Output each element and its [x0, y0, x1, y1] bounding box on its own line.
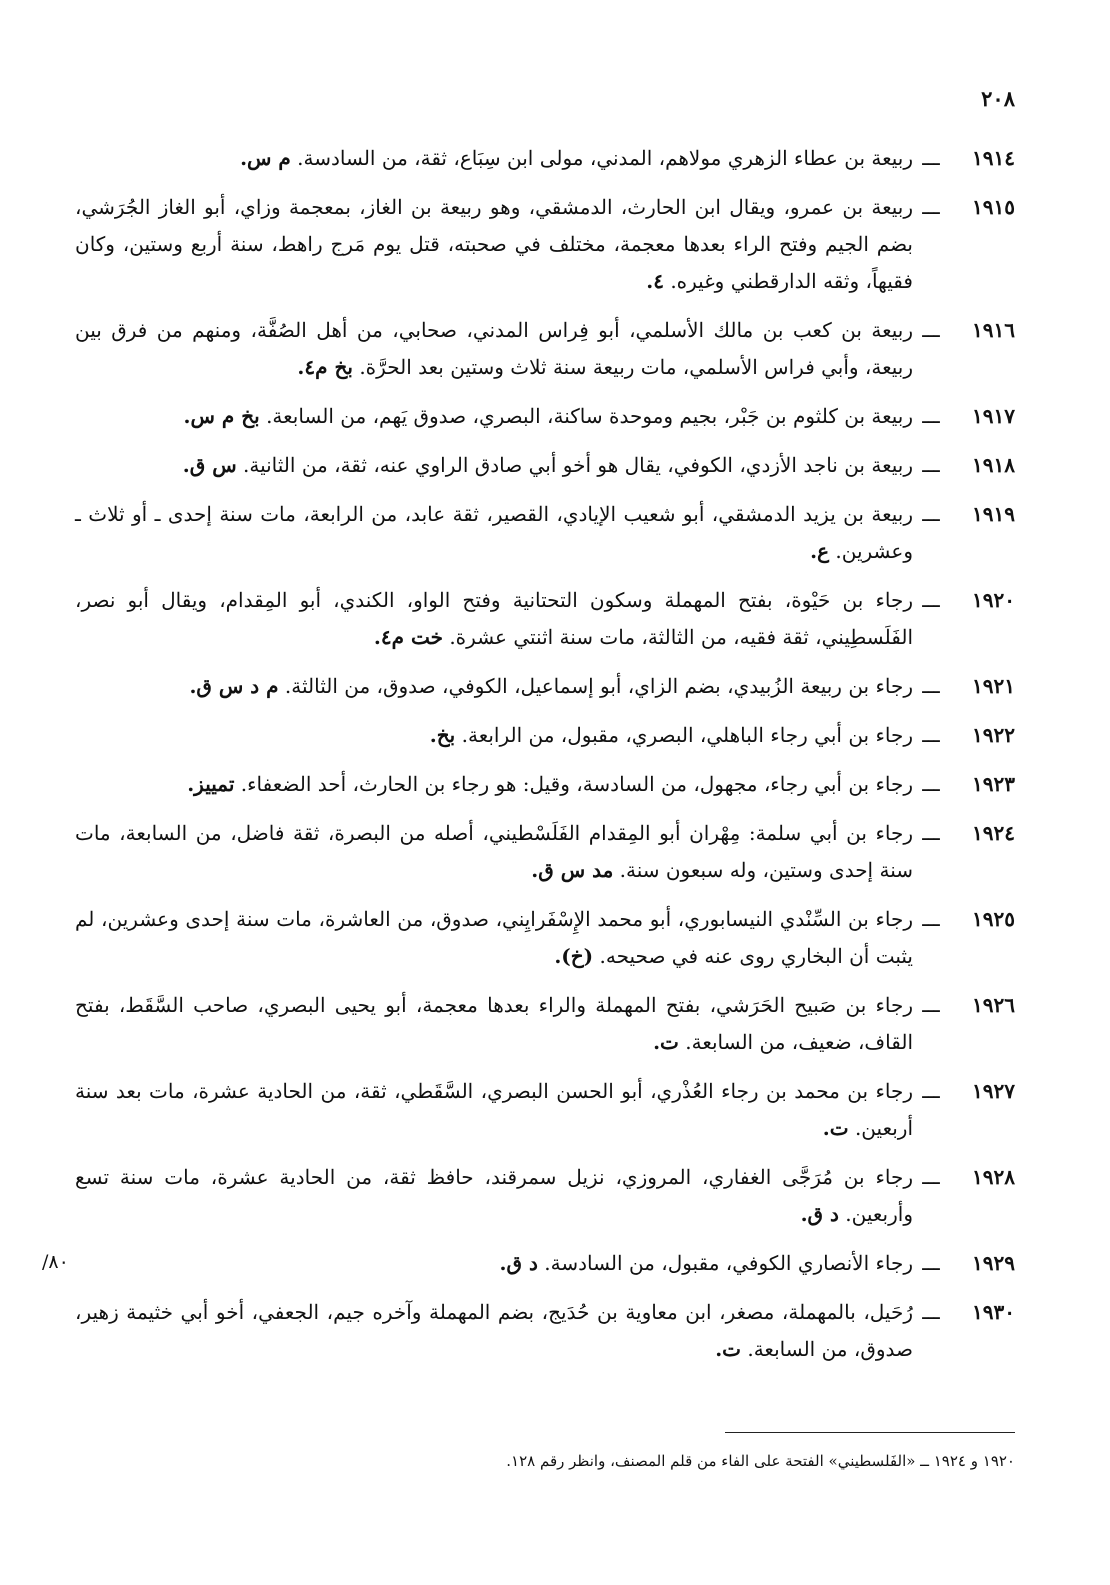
entry — [75, 398, 1015, 435]
entry-dash: ـــ — [922, 318, 940, 342]
entry-number: ١٩١٨ — [972, 453, 1015, 477]
entry — [75, 312, 1015, 386]
entry-source-tag: م س. — [240, 146, 291, 170]
entry-number: ١٩١٩ — [972, 502, 1015, 526]
entry-dash: ـــ — [922, 723, 940, 747]
entry — [75, 717, 1015, 754]
entry — [75, 1073, 1015, 1147]
entry — [75, 1294, 1015, 1368]
entry-dash: ـــ — [922, 404, 940, 428]
entry-text — [75, 987, 913, 1061]
entry-number: ١٩٢٤ — [972, 821, 1015, 845]
entry-text — [75, 717, 913, 754]
entry — [75, 766, 1015, 803]
entry-dash: ـــ — [922, 502, 940, 526]
entry-dash: ـــ — [922, 1300, 940, 1324]
entry-text — [75, 668, 913, 705]
margin-note: ٨٠/ — [42, 1251, 69, 1273]
entry-number: ١٩٣٠ — [972, 1300, 1015, 1324]
entry-dash: ـــ — [922, 1079, 940, 1103]
entry-text — [75, 1159, 913, 1233]
entry-source-tag: خت م٤. — [373, 625, 443, 649]
entry — [75, 140, 1015, 177]
entry-source-tag: م د س ق. — [189, 674, 279, 698]
page-number: ٢٠٨ — [981, 86, 1015, 111]
entry-source-tag: ع. — [810, 539, 830, 563]
entry-source-tag: ت. — [715, 1337, 741, 1361]
entry — [75, 1245, 1015, 1282]
entry-dash: ـــ — [922, 772, 940, 796]
entry-number: ١٩٢٢ — [972, 723, 1015, 747]
entry-text — [75, 815, 913, 889]
entry-source-tag: (خ). — [554, 944, 594, 968]
entry — [75, 987, 1015, 1061]
entry-dash: ـــ — [922, 907, 940, 931]
entry — [75, 1159, 1015, 1233]
entry — [75, 901, 1015, 975]
entry-body: ربيعة بن عمرو، ويقال ابن الحارث، الدمشقي، وهو ربيعة بن الغاز، بمعجمة وزاي، أبو الغاز الجُرَشي، بضم الجيم وفتح الراء بعدها معجمة، مختلف في صحبته، قتل يوم مَرج راهط، سنة أربع وستين، وكان فقيهاً، وثقه الدارقطني وغيره. — [75, 195, 914, 293]
entry — [75, 668, 1015, 705]
entry-number: ١٩١٦ — [972, 318, 1015, 342]
entry-source-tag: ت. — [653, 1030, 679, 1054]
entry-body: ربيعة بن كعب بن مالك الأسلمي، أبو فِراس المدني، صحابي، من أهل الصُفَّة، ومنهم من فرق بين ربيعة، وأبي فراس الأسلمي، مات ربيعة سنة ثلاث وستين بعد الحرَّة. — [75, 318, 913, 379]
entry-source-tag: بخ م٤. — [297, 355, 353, 379]
entry-dash: ـــ — [922, 993, 940, 1017]
entry-number: ١٩٢٦ — [972, 993, 1015, 1017]
entry-body: رجاء بن صَبيح الحَرَشي، بفتح المهملة والراء بعدها معجمة، أبو يحيى البصري، صاحب السَّقَط، بفتح القاف، ضعيف، من السابعة. — [75, 993, 913, 1054]
entry-text — [75, 766, 913, 803]
entry-text — [75, 312, 913, 386]
entry-dash: ـــ — [922, 1251, 940, 1275]
entry — [75, 582, 1015, 656]
entry-body: رجاء بن حَيْوة، بفتح المهملة وسكون التحتانية وفتح الواو، الكندي، أبو المِقدام، ويقال أبو نصر، الفَلَسطِيني، ثقة فقيه، من الثالثة، مات سنة اثنتي عشرة. — [75, 588, 913, 649]
entry-number: ١٩٢٧ — [972, 1079, 1015, 1103]
entry-source-tag: د ق. — [499, 1251, 538, 1275]
footnote: ١٩٢٠ و ١٩٢٤ ــ «الفَلسطيني» الفتحة على الفاء من قلم المصنف، وانظر رقم ١٢٨. — [506, 1452, 1015, 1470]
entry-body: رجاء بن أبي رجاء، مجهول، من السادسة، وقيل: هو رجاء بن الحارث، أحد الضعفاء. — [240, 772, 913, 796]
entry — [75, 189, 1015, 300]
entry-body: ربيعة بن ناجد الأزدي، الكوفي، يقال هو أخو أبي صادق الراوي عنه، ثقة، من الثانية. — [243, 453, 913, 477]
entry-source-tag: بخ. — [429, 723, 456, 747]
entry-body: ربيعة بن يزيد الدمشقي، أبو شعيب الإيادي، القصير، ثقة عابد، من الرابعة، مات سنة إحدى ـ أو ثلاث ـ وعشرين. — [75, 502, 913, 563]
entry-number: ١٩٢٠ — [972, 588, 1015, 612]
entry-source-tag: تمييز. — [187, 772, 235, 796]
entry-number: ١٩٢٨ — [972, 1165, 1015, 1189]
entry-dash: ـــ — [922, 1165, 940, 1189]
entry-dash: ـــ — [922, 146, 940, 170]
entry-number: ١٩١٤ — [972, 146, 1015, 170]
entry-text — [75, 189, 913, 300]
entry-body: ربيعة بن عطاء الزهري مولاهم، المدني، مولى ابن سِبَاع، ثقة، من السادسة. — [297, 146, 913, 170]
entry-body: رجاء بن محمد بن رجاء العُذْري، أبو الحسن البصري، السَّقَطي، ثقة، من الحادية عشرة، مات بعد سنة أربعين. — [75, 1079, 913, 1140]
entry-body: رجاء بن أبي سلمة: مِهْران أبو المِقدام الفَلَسْطيني، أصله من البصرة، ثقة فاضل، من السابعة، مات سنة إحدى وستين، وله سبعون سنة. — [75, 821, 913, 882]
entry-dash: ـــ — [922, 588, 940, 612]
entry-text — [75, 140, 913, 177]
entry-body: رجاء بن السِّنْدي النيسابوري، أبو محمد الإِسْفَرايِني، صدوق، من العاشرة، مات سنة إحدى وعشرين، لم يثبت أن البخاري روى عنه في صحيحه. — [75, 907, 913, 968]
entry-number: ١٩١٥ — [972, 195, 1015, 219]
entry-dash: ـــ — [922, 453, 940, 477]
entry-text — [75, 496, 913, 570]
entry-body: رجاء بن أبي رجاء الباهلي، البصري، مقبول، من الرابعة. — [461, 723, 913, 747]
entry-dash: ـــ — [922, 195, 940, 219]
entry-body: رجاء بن مُرَجَّى الغفاري، المروزي، نزيل سمرقند، حافظ ثقة، من الحادية عشرة، مات سنة تسع وأربعين. — [75, 1165, 913, 1226]
entry-number: ١٩٢٩ — [972, 1251, 1015, 1275]
entries-list — [75, 140, 1015, 1380]
entry-number: ١٩١٧ — [972, 404, 1015, 428]
entry — [75, 447, 1015, 484]
entry — [75, 815, 1015, 889]
entry-text — [75, 1245, 913, 1282]
entry-body: رُحَيل، بالمهملة، مصغر، ابن معاوية بن حُدَيج، بضم المهملة وآخره جيم، الجعفي، أخو أبي خثيمة زهير، صدوق، من السابعة. — [75, 1300, 913, 1361]
footnote-divider — [725, 1432, 1015, 1433]
entry-dash: ـــ — [922, 821, 940, 845]
entry-text — [75, 582, 913, 656]
entry-body: رجاء الأنصاري الكوفي، مقبول، من السادسة. — [544, 1251, 913, 1275]
entry-source-tag: ت. — [822, 1116, 849, 1140]
entry-text — [75, 1073, 913, 1147]
entry-text — [75, 1294, 913, 1368]
entry-source-tag: ٤. — [646, 269, 664, 293]
entry-text — [75, 447, 913, 484]
entry-source-tag: بخ م س. — [183, 404, 260, 428]
entry-text — [75, 901, 913, 975]
entry-source-tag: س ق. — [182, 453, 237, 477]
entry-dash: ـــ — [922, 674, 940, 698]
entry-body: ربيعة بن كلثوم بن جَبْر، بجيم وموحدة ساكنة، البصري، صدوق يَهم، من السابعة. — [266, 404, 913, 428]
entry-source-tag: د ق. — [800, 1202, 839, 1226]
entry-body: رجاء بن ربيعة الزُبيدي، بضم الزاي، أبو إسماعيل، الكوفي، صدوق، من الثالثة. — [284, 674, 913, 698]
entry-number: ١٩٢١ — [972, 674, 1015, 698]
entry-source-tag: مد س ق. — [531, 858, 614, 882]
entry-number: ١٩٢٥ — [972, 907, 1015, 931]
entry — [75, 496, 1015, 570]
entry-number: ١٩٢٣ — [972, 772, 1015, 796]
entry-text — [75, 398, 913, 435]
